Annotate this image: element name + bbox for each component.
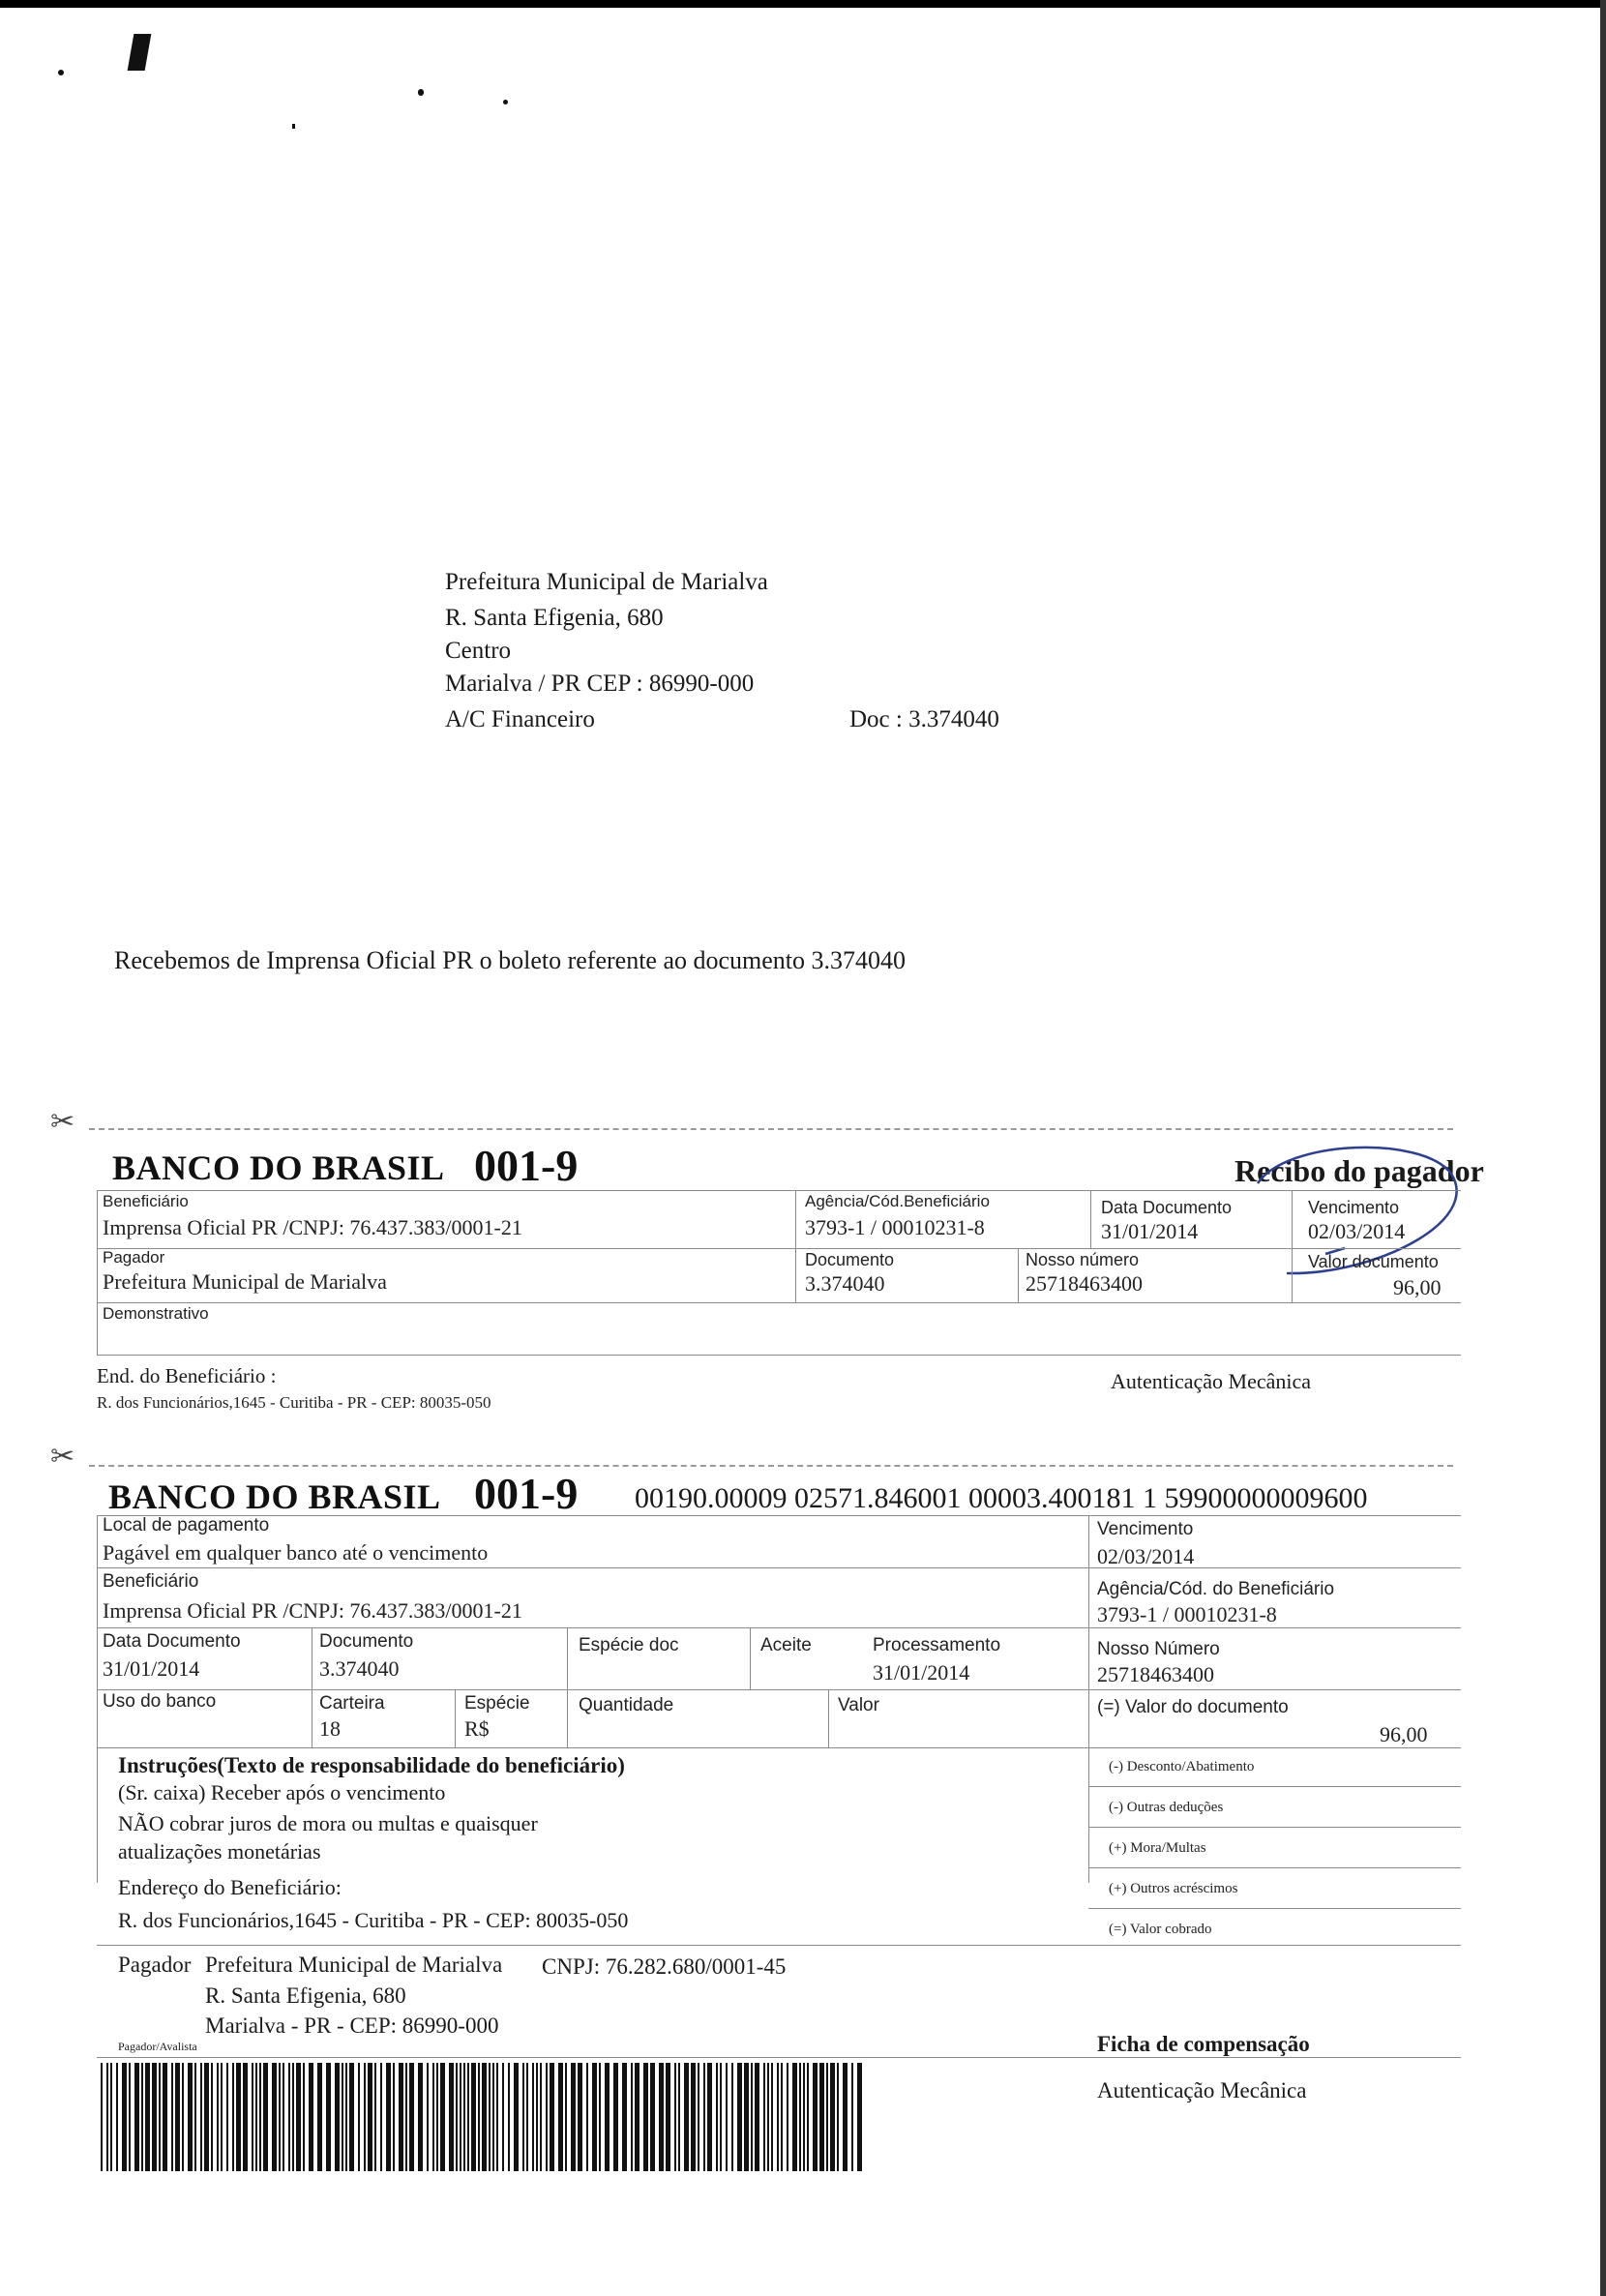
barcode-bar bbox=[522, 2063, 524, 2171]
barcode-bar bbox=[592, 2063, 597, 2171]
slip-nosso-numero-value: 25718463400 bbox=[1097, 1662, 1214, 1686]
slip-rule-2 bbox=[97, 1567, 1461, 1568]
barcode-bar bbox=[283, 2063, 284, 2171]
barcode-bar bbox=[536, 2063, 538, 2171]
barcode-bar bbox=[317, 2063, 322, 2171]
receipt-vrule-4 bbox=[1018, 1248, 1019, 1302]
slip-side-rule bbox=[1088, 1786, 1461, 1787]
scan-speck bbox=[292, 124, 295, 129]
slip-data-doc-label: Data Documento bbox=[103, 1631, 241, 1652]
barcode-bar bbox=[691, 2063, 696, 2171]
barcode-bar bbox=[309, 2063, 313, 2171]
barcode-bar bbox=[843, 2063, 848, 2171]
barcode-bar bbox=[393, 2063, 395, 2171]
barcode-bar bbox=[771, 2063, 773, 2171]
slip-digitable-line: 00190.00009 02571.846001 00003.400181 1 59900000009600 bbox=[635, 1482, 1368, 1514]
barcode-bar bbox=[482, 2063, 487, 2171]
barcode-bar bbox=[763, 2063, 765, 2171]
receipt-bank-code: 001-9 bbox=[474, 1141, 579, 1190]
barcode-bar bbox=[405, 2063, 407, 2171]
barcode bbox=[101, 2063, 865, 2171]
slip-vencimento-value: 02/03/2014 bbox=[1097, 1544, 1195, 1568]
barcode-bar bbox=[122, 2063, 127, 2171]
slip-valor-doc-value: 96,00 bbox=[1380, 1722, 1428, 1746]
slip-rule-bottom bbox=[97, 2057, 1461, 2058]
barcode-bar bbox=[755, 2063, 759, 2171]
slip-vrule-right bbox=[1088, 1515, 1089, 1883]
receipt-agencia-value: 3793-1 / 00010231-8 bbox=[805, 1215, 985, 1239]
slip-local-value: Pagável em qualquer banco até o vencimento bbox=[103, 1540, 489, 1565]
slip-agencia-label: Agência/Cód. do Beneficiário bbox=[1097, 1579, 1335, 1599]
barcode-bar bbox=[792, 2063, 797, 2171]
slip-pagador-name: Prefeitura Municipal de Marialva bbox=[205, 1953, 503, 1977]
receipt-end-beneficiario-value: R. dos Funcionários,1645 - Curitiba - PR - CEP: 80035-050 bbox=[97, 1393, 491, 1412]
barcode-bar bbox=[110, 2063, 112, 2171]
barcode-bar bbox=[777, 2063, 779, 2171]
scissors-icon: ✂ bbox=[50, 1441, 75, 1473]
barcode-bar bbox=[540, 2063, 542, 2171]
barcode-bar bbox=[409, 2063, 414, 2171]
barcode-bar bbox=[635, 2063, 639, 2171]
slip-local-label: Local de pagamento bbox=[103, 1515, 270, 1536]
barcode-bar bbox=[386, 2063, 391, 2171]
slip-processamento-label: Processamento bbox=[873, 1635, 1001, 1655]
barcode-bar bbox=[622, 2063, 627, 2171]
barcode-bar bbox=[134, 2063, 139, 2171]
slip-pagador-city: Marialva - PR - CEP: 86990-000 bbox=[205, 2013, 499, 2038]
barcode-bar bbox=[781, 2063, 783, 2171]
barcode-bar bbox=[116, 2063, 118, 2171]
barcode-bar bbox=[221, 2063, 223, 2171]
barcode-bar bbox=[674, 2063, 676, 2171]
barcode-bar bbox=[217, 2063, 219, 2171]
receipt-vrule-2 bbox=[1090, 1190, 1091, 1248]
receipt-vrule-3 bbox=[1292, 1190, 1293, 1248]
slip-carteira-value: 18 bbox=[319, 1716, 341, 1741]
slip-side-rule bbox=[1088, 1827, 1461, 1828]
barcode-bar bbox=[399, 2063, 403, 2171]
slip-instrucoes-title: Instruções(Texto de responsabilidade do beneficiário) bbox=[118, 1753, 625, 1777]
scan-speck bbox=[503, 100, 508, 104]
barcode-bar bbox=[703, 2063, 705, 2171]
barcode-bar bbox=[152, 2063, 157, 2171]
slip-rule-4 bbox=[97, 1689, 1461, 1690]
slip-especie-label: Espécie bbox=[464, 1693, 530, 1714]
slip-side-field: (-) Outras deduções bbox=[1109, 1800, 1224, 1815]
slip-vrule-e bbox=[828, 1689, 829, 1747]
slip-agencia-value: 3793-1 / 00010231-8 bbox=[1097, 1602, 1277, 1626]
slip-data-doc-value: 31/01/2014 bbox=[103, 1656, 200, 1681]
recipient-name: Prefeitura Municipal de Marialva bbox=[445, 569, 768, 595]
barcode-bar bbox=[436, 2063, 438, 2171]
slip-valor-label: Valor bbox=[838, 1695, 879, 1715]
barcode-bar bbox=[292, 2063, 294, 2171]
scan-speck bbox=[418, 89, 424, 96]
barcode-bar bbox=[175, 2063, 180, 2171]
receipt-vrule-left bbox=[97, 1190, 98, 1355]
barcode-bar bbox=[716, 2063, 718, 2171]
barcode-bar bbox=[141, 2063, 143, 2171]
barcode-bar bbox=[684, 2063, 689, 2171]
barcode-bar bbox=[252, 2063, 253, 2171]
barcode-bar bbox=[335, 2063, 340, 2171]
slip-documento-label: Documento bbox=[319, 1631, 414, 1652]
scan-speck bbox=[58, 70, 64, 75]
slip-side-field: (-) Desconto/Abatimento bbox=[1109, 1759, 1255, 1774]
receipt-end-beneficiario-label: End. do Beneficiário : bbox=[97, 1364, 277, 1387]
receipt-note: Recebemos de Imprensa Oficial PR o boleto referente ao documento 3.374040 bbox=[114, 946, 907, 974]
receipt-beneficiario-value: Imprensa Oficial PR /CNPJ: 76.437.383/0001-21 bbox=[103, 1215, 522, 1239]
barcode-bar bbox=[726, 2063, 728, 2171]
barcode-bar bbox=[200, 2063, 202, 2171]
slip-instrucao-line: atualizações monetárias bbox=[118, 1839, 321, 1864]
barcode-bar bbox=[188, 2063, 193, 2171]
recipient-district: Centro bbox=[445, 638, 512, 664]
receipt-documento-label: Documento bbox=[805, 1250, 895, 1269]
barcode-bar bbox=[558, 2063, 563, 2171]
slip-quantidade-label: Quantidade bbox=[579, 1695, 674, 1715]
barcode-bar bbox=[514, 2063, 519, 2171]
barcode-bar bbox=[731, 2063, 733, 2171]
receipt-vencimento-label: Vencimento bbox=[1308, 1198, 1400, 1217]
slip-beneficiario-value: Imprensa Oficial PR /CNPJ: 76.437.383/0001-21 bbox=[103, 1598, 522, 1623]
slip-especie-doc-label: Espécie doc bbox=[579, 1635, 679, 1655]
recipient-attention: A/C Financeiro bbox=[445, 706, 595, 732]
barcode-bar bbox=[456, 2063, 458, 2171]
slip-rule-5 bbox=[97, 1747, 1461, 1748]
scan-top-edge bbox=[0, 0, 1606, 8]
slip-pagador-label: Pagador bbox=[118, 1953, 192, 1977]
barcode-bar bbox=[364, 2063, 366, 2171]
slip-side-field: (+) Outros acréscimos bbox=[1109, 1881, 1238, 1896]
slip-bank-name: BANCO DO BRASIL bbox=[108, 1477, 441, 1516]
barcode-bar bbox=[826, 2063, 828, 2171]
barcode-bar bbox=[526, 2063, 528, 2171]
scan-right-edge bbox=[1600, 0, 1606, 2296]
slip-bank-code: 001-9 bbox=[474, 1469, 579, 1518]
recipient-street: R. Santa Efigenia, 680 bbox=[445, 605, 664, 631]
barcode-bar bbox=[145, 2063, 150, 2171]
slip-carteira-label: Carteira bbox=[319, 1693, 385, 1714]
barcode-bar bbox=[532, 2063, 534, 2171]
barcode-bar bbox=[288, 2063, 290, 2171]
barcode-bar bbox=[751, 2063, 753, 2171]
receipt-valor-doc-value: 96,00 bbox=[1393, 1275, 1442, 1299]
receipt-agencia-label: Agência/Cód.Beneficiário bbox=[805, 1192, 990, 1210]
barcode-bar bbox=[204, 2063, 209, 2171]
barcode-bar bbox=[463, 2063, 465, 2171]
receipt-title: Recibo do pagador bbox=[1234, 1153, 1484, 1188]
slip-vrule-d bbox=[455, 1689, 456, 1747]
receipt-pagador-label: Pagador bbox=[103, 1248, 165, 1267]
barcode-bar bbox=[226, 2063, 228, 2171]
receipt-bank-name: BANCO DO BRASIL bbox=[112, 1148, 445, 1187]
barcode-bar bbox=[380, 2063, 382, 2171]
barcode-bar bbox=[666, 2063, 670, 2171]
receipt-valor-doc-label: Valor documento bbox=[1308, 1252, 1439, 1271]
barcode-bar bbox=[243, 2063, 248, 2171]
barcode-bar bbox=[496, 2063, 498, 2171]
barcode-bar bbox=[272, 2063, 277, 2171]
barcode-bar bbox=[279, 2063, 281, 2171]
slip-instrucao-line: NÃO cobrar juros de mora ou multas e quaisquer bbox=[118, 1811, 538, 1835]
barcode-bar bbox=[106, 2063, 108, 2171]
slip-especie-value: R$ bbox=[464, 1716, 490, 1741]
barcode-bar bbox=[163, 2063, 167, 2171]
receipt-documento-value: 3.374040 bbox=[805, 1271, 885, 1296]
slip-autenticacao: Autenticação Mecânica bbox=[1097, 2078, 1307, 2102]
barcode-bar bbox=[799, 2063, 801, 2171]
receipt-vrule-1 bbox=[795, 1190, 796, 1302]
barcode-bar bbox=[571, 2063, 576, 2171]
receipt-nosso-numero-label: Nosso número bbox=[1026, 1250, 1140, 1269]
slip-vencimento-label: Vencimento bbox=[1097, 1519, 1194, 1539]
barcode-bar bbox=[613, 2063, 618, 2171]
slip-rule-6 bbox=[97, 1945, 1461, 1946]
barcode-bar bbox=[326, 2063, 331, 2171]
barcode-bar bbox=[819, 2063, 824, 2171]
barcode-bar bbox=[471, 2063, 476, 2171]
receipt-rule-3 bbox=[97, 1302, 1461, 1303]
barcode-bar bbox=[631, 2063, 633, 2171]
barcode-bar bbox=[837, 2063, 839, 2171]
slip-rule-3 bbox=[97, 1627, 1461, 1628]
barcode-bar bbox=[492, 2063, 494, 2171]
barcode-bar bbox=[807, 2063, 809, 2171]
slip-documento-value: 3.374040 bbox=[319, 1656, 400, 1681]
barcode-bar bbox=[787, 2063, 788, 2171]
barcode-bar bbox=[194, 2063, 196, 2171]
barcode-bar bbox=[565, 2063, 567, 2171]
barcode-bar bbox=[578, 2063, 582, 2171]
slip-processamento-value: 31/01/2014 bbox=[873, 1660, 970, 1685]
receipt-vrule-5 bbox=[1292, 1248, 1293, 1302]
barcode-bar bbox=[211, 2063, 213, 2171]
barcode-bar bbox=[659, 2063, 664, 2171]
barcode-bar bbox=[159, 2063, 161, 2171]
slip-side-rule bbox=[1088, 1908, 1461, 1909]
receipt-rule-4 bbox=[97, 1355, 1461, 1356]
receipt-rule-2 bbox=[97, 1248, 1461, 1249]
barcode-bar bbox=[707, 2063, 712, 2171]
scissors-icon: ✂ bbox=[50, 1106, 75, 1138]
slip-instrucao-line: (Sr. caixa) Receber após o vencimento bbox=[118, 1780, 446, 1804]
barcode-bar bbox=[349, 2063, 354, 2171]
scan-speck bbox=[128, 34, 152, 71]
barcode-bar bbox=[460, 2063, 461, 2171]
barcode-bar bbox=[813, 2063, 818, 2171]
barcode-bar bbox=[129, 2063, 131, 2171]
barcode-bar bbox=[489, 2063, 491, 2171]
receipt-demonstrativo-label: Demonstrativo bbox=[103, 1304, 209, 1323]
barcode-bar bbox=[440, 2063, 445, 2171]
slip-aceite-label: Aceite bbox=[760, 1635, 812, 1655]
barcode-bar bbox=[599, 2063, 601, 2171]
barcode-bar bbox=[259, 2063, 261, 2171]
slip-side-rule bbox=[1088, 1867, 1461, 1868]
slip-side-field: (=) Valor cobrado bbox=[1109, 1922, 1212, 1937]
barcode-bar bbox=[478, 2063, 480, 2171]
barcode-bar bbox=[803, 2063, 805, 2171]
slip-pagador-cnpj: CNPJ: 76.282.680/0001-45 bbox=[542, 1954, 787, 1979]
barcode-bar bbox=[737, 2063, 742, 2171]
barcode-bar bbox=[418, 2063, 423, 2171]
cut-line bbox=[89, 1465, 1453, 1467]
barcode-bar bbox=[449, 2063, 454, 2171]
slip-vrule-c bbox=[750, 1627, 751, 1689]
barcode-bar bbox=[546, 2063, 548, 2171]
receipt-nosso-numero-value: 25718463400 bbox=[1026, 1271, 1143, 1296]
slip-vrule-b bbox=[567, 1627, 568, 1747]
slip-pagador-street: R. Santa Efigenia, 680 bbox=[205, 1983, 406, 2008]
barcode-bar bbox=[358, 2063, 360, 2171]
receipt-data-doc-label: Data Documento bbox=[1101, 1198, 1233, 1217]
receipt-beneficiario-label: Beneficiário bbox=[103, 1192, 189, 1210]
barcode-bar bbox=[255, 2063, 257, 2171]
barcode-bar bbox=[296, 2063, 301, 2171]
barcode-bar bbox=[303, 2063, 305, 2171]
barcode-bar bbox=[374, 2063, 376, 2171]
doc-number: Doc : 3.374040 bbox=[849, 706, 999, 732]
barcode-bar bbox=[171, 2063, 173, 2171]
barcode-bar bbox=[698, 2063, 699, 2171]
slip-vrule-left bbox=[97, 1515, 98, 1883]
barcode-bar bbox=[467, 2063, 469, 2171]
receipt-vencimento-value: 02/03/2014 bbox=[1308, 1219, 1406, 1243]
barcode-bar bbox=[368, 2063, 372, 2171]
barcode-bar bbox=[345, 2063, 347, 2171]
barcode-bar bbox=[550, 2063, 554, 2171]
barcode-bar bbox=[232, 2063, 234, 2171]
slip-nosso-numero-label: Nosso Número bbox=[1097, 1639, 1220, 1659]
barcode-bar bbox=[830, 2063, 835, 2171]
slip-beneficiario-label: Beneficiário bbox=[103, 1571, 199, 1592]
barcode-bar bbox=[744, 2063, 749, 2171]
receipt-data-doc-value: 31/01/2014 bbox=[1101, 1219, 1199, 1243]
barcode-bar bbox=[236, 2063, 241, 2171]
barcode-bar bbox=[605, 2063, 610, 2171]
barcode-bar bbox=[432, 2063, 434, 2171]
slip-pagador-avalista: Pagador/Avalista bbox=[118, 2040, 197, 2053]
slip-ficha: Ficha de compensação bbox=[1097, 2032, 1310, 2056]
barcode-bar bbox=[643, 2063, 648, 2171]
slip-uso-banco-label: Uso do banco bbox=[103, 1691, 217, 1712]
barcode-bar bbox=[263, 2063, 268, 2171]
barcode-bar bbox=[851, 2063, 853, 2171]
slip-valor-doc-label: (=) Valor do documento bbox=[1097, 1697, 1289, 1717]
barcode-bar bbox=[508, 2063, 510, 2171]
slip-rule-top bbox=[97, 1515, 1461, 1516]
barcode-bar bbox=[650, 2063, 655, 2171]
barcode-bar bbox=[678, 2063, 680, 2171]
barcode-bar bbox=[101, 2063, 103, 2171]
barcode-bar bbox=[586, 2063, 588, 2171]
barcode-bar bbox=[427, 2063, 429, 2171]
barcode-bar bbox=[502, 2063, 504, 2171]
slip-side-field: (+) Mora/Multas bbox=[1109, 1840, 1206, 1856]
slip-instrucao-line: Endereço do Beneficiário: bbox=[118, 1875, 342, 1899]
receipt-pagador-value: Prefeitura Municipal de Marialva bbox=[103, 1269, 387, 1294]
barcode-bar bbox=[720, 2063, 722, 2171]
barcode-bar bbox=[342, 2063, 343, 2171]
slip-instrucao-line: R. dos Funcionários,1645 - Curitiba - PR - CEP: 80035-050 bbox=[118, 1908, 629, 1932]
receipt-autenticacao: Autenticação Mecânica bbox=[1111, 1369, 1312, 1393]
barcode-bar bbox=[857, 2063, 862, 2171]
receipt-rule-top bbox=[97, 1190, 1461, 1191]
barcode-bar bbox=[182, 2063, 184, 2171]
barcode-bar bbox=[767, 2063, 769, 2171]
recipient-city: Marialva / PR CEP : 86990-000 bbox=[445, 671, 755, 697]
